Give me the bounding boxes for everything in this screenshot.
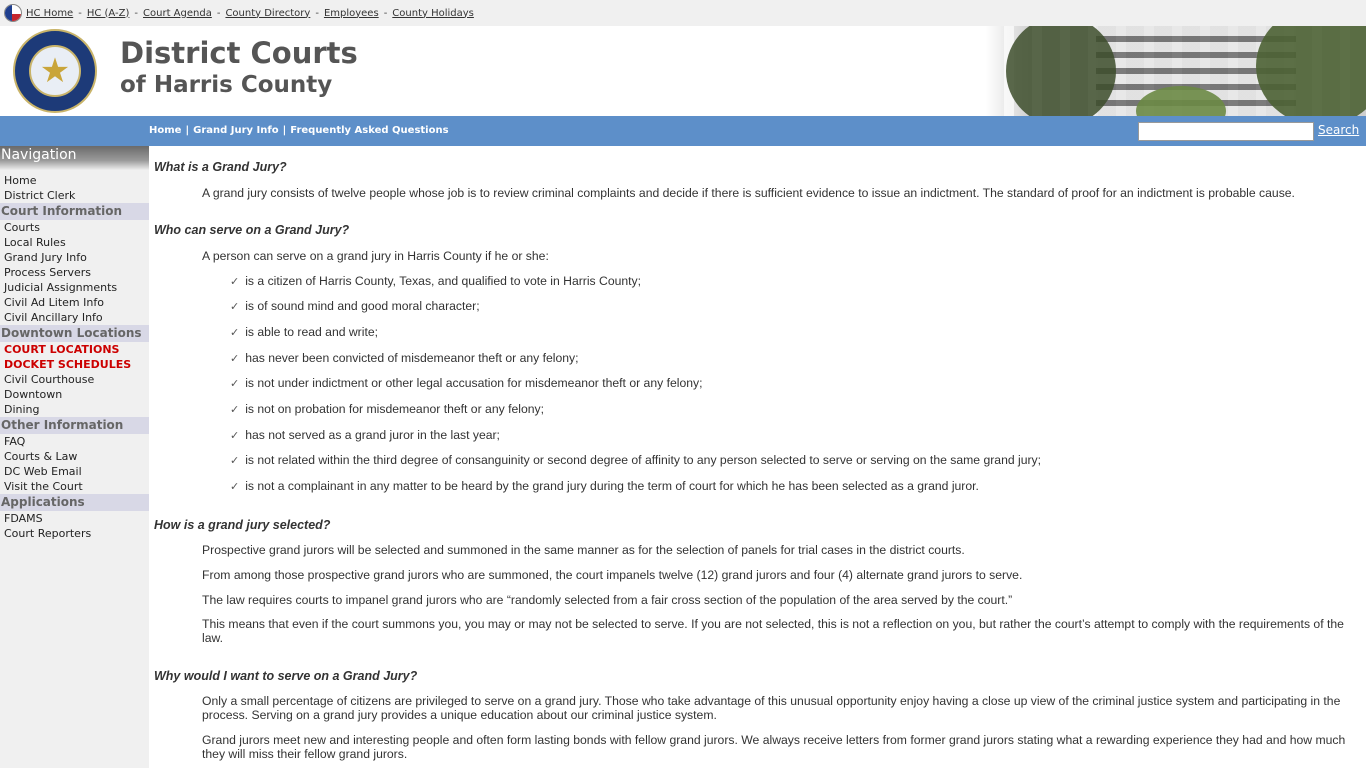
- util-link-hc-a-z[interactable]: HC (A-Z): [86, 7, 130, 19]
- checkmark-icon: ✓: [230, 378, 240, 390]
- checkmark-icon: ✓: [230, 455, 240, 467]
- list-item: ✓ is able to read and write;: [230, 325, 379, 339]
- star-icon: ★: [29, 45, 81, 97]
- site-title: District Courts: [120, 36, 358, 70]
- checkmark-icon: ✓: [230, 276, 240, 288]
- heading-how-selected: How is a grand jury selected?: [154, 518, 331, 532]
- checkmark-icon: ✓: [230, 327, 240, 339]
- list-item: ✓ is not under indictment or other legal accusation for misdemeanor theft or any felony;: [230, 376, 703, 390]
- sidebar-item-visit-the-court[interactable]: Visit the Court: [4, 480, 83, 493]
- answer-how-selected-1: Prospective grand jurors will be selected and summoned in the same manner as for the selection of panels for trial cases in the district courts.: [202, 543, 965, 557]
- list-item: ✓ is not related within the third degree of consanguinity or second degree of affinity to any person selected to serve or serving on the same grand jury;: [230, 453, 1042, 467]
- list-item: ✓ is a citizen of Harris County, Texas, and qualified to vote in Harris County;: [230, 274, 642, 288]
- sidebar-item-court-reporters[interactable]: Court Reporters: [4, 527, 92, 540]
- sidebar-item-courts-law[interactable]: Courts & Law: [4, 450, 78, 463]
- answer-what-is-grand-jury: A grand jury consists of twelve people whose job is to review criminal complaints and decide if there is sufficient evidence to issue an indictment. The standard of proof for an indictment is probable cause.: [202, 186, 1295, 200]
- sidebar-item-dining[interactable]: Dining: [4, 403, 40, 416]
- heading-why-serve: Why would I want to serve on a Grand Jury?: [154, 669, 418, 683]
- sidebar-item-court-locations[interactable]: COURT LOCATIONS: [4, 343, 120, 356]
- list-item: ✓ is of sound mind and good moral character;: [230, 299, 480, 313]
- util-link-county-directory[interactable]: County Directory: [225, 7, 311, 19]
- search-input[interactable]: [1138, 122, 1314, 141]
- sidebar-item-home[interactable]: Home: [4, 174, 37, 187]
- sidebar-section-other-information: Other Information: [0, 417, 149, 434]
- utility-bar: HC Home - HC (A-Z) - Court Agenda - County Directory - Employees - County Holidays: [0, 0, 1366, 26]
- sidebar-section-applications: Applications: [0, 494, 149, 511]
- site-header: [0, 26, 1366, 116]
- sidebar-item-docket-schedules[interactable]: DOCKET SCHEDULES: [4, 358, 132, 371]
- list-item: ✓ is not a complainant in any matter to be heard by the grand jury during the term of court for which he has been selected as a grand juror.: [230, 479, 979, 493]
- sidebar-section-downtown-locations: Downtown Locations: [0, 325, 149, 342]
- util-link-hc-home[interactable]: HC Home: [26, 7, 74, 19]
- heading-what-is-grand-jury: What is a Grand Jury?: [154, 160, 287, 174]
- checkmark-icon: ✓: [230, 353, 240, 365]
- heading-who-can-serve: Who can serve on a Grand Jury?: [154, 223, 350, 237]
- checkmark-icon: ✓: [230, 404, 240, 416]
- sidebar-item-fdams[interactable]: FDAMS: [4, 512, 43, 525]
- util-link-employees[interactable]: Employees: [323, 7, 379, 19]
- sidebar-item-faq[interactable]: FAQ: [4, 435, 26, 448]
- list-item: ✓ has never been convicted of misdemeanor theft or any felony;: [230, 351, 579, 365]
- sidebar-heading: Navigation: [0, 146, 149, 170]
- answer-who-can-serve: A person can serve on a grand jury in Harris County if he or she:: [202, 249, 549, 263]
- breadcrumb: Home | Grand Jury Info | Frequently Asked Questions: [149, 125, 449, 136]
- sidebar-item-civil-ancillary-info[interactable]: Civil Ancillary Info: [4, 311, 103, 324]
- sidebar-item-dc-web-email[interactable]: DC Web Email: [4, 465, 82, 478]
- checkmark-icon: ✓: [230, 301, 240, 313]
- util-link-county-holidays[interactable]: County Holidays: [392, 7, 474, 19]
- answer-how-selected-2: From among those prospective grand jurors who are summoned, the court impanels twelve (12) grand jurors and four (4) alternate grand jurors to serve.: [202, 568, 1023, 582]
- topnav-faq[interactable]: Frequently Asked Questions: [290, 125, 449, 136]
- court-seal-logo[interactable]: [13, 29, 97, 113]
- answer-how-selected-3: The law requires courts to impanel grand jurors who are “randomly selected from a fair cross section of the population of the area served by the court.”: [202, 593, 1013, 607]
- courthouse-photo: [986, 26, 1366, 116]
- main-area: [0, 146, 1366, 768]
- sidebar-item-civil-courthouse[interactable]: Civil Courthouse: [4, 373, 95, 386]
- sidebar-item-judicial-assignments[interactable]: Judicial Assignments: [4, 281, 118, 294]
- list-item: ✓ is not on probation for misdemeanor theft or any felony;: [230, 402, 544, 416]
- answer-how-selected-4: This means that even if the court summons you, you may or may not be selected to serve. If you are not selected, this is not a reflection on you, but rather the court’s attempt to comply with the requirements of the law.: [202, 617, 1344, 645]
- site-subtitle: of Harris County: [120, 72, 333, 98]
- sidebar-section-court-information: Court Information: [0, 203, 149, 220]
- sidebar: [0, 146, 149, 768]
- sidebar-item-grand-jury-info[interactable]: Grand Jury Info: [4, 251, 87, 264]
- answer-why-serve-2: Grand jurors meet new and interesting people and often form lasting bonds with fellow grand jurors. We always receive letters from former grand jurors stating what a rewarding experience they had and how much they will miss their fellow grand jurors.: [202, 733, 1346, 761]
- sidebar-item-local-rules[interactable]: Local Rules: [4, 236, 66, 249]
- checkmark-icon: ✓: [230, 481, 240, 493]
- sidebar-item-downtown[interactable]: Downtown: [4, 388, 63, 401]
- topnav-home[interactable]: Home: [149, 125, 182, 136]
- sidebar-item-district-clerk[interactable]: District Clerk: [4, 189, 76, 202]
- answer-why-serve-1: Only a small percentage of citizens are privileged to serve on a grand jury. Those who take advantage of this unusual opportunity enjoy having a close up view of the criminal justice system and participating in the process. Serving on a grand jury provides a unique education about our criminal justice system.: [202, 694, 1341, 722]
- sidebar-item-process-servers[interactable]: Process Servers: [4, 266, 92, 279]
- sidebar-item-civil-ad-litem-info[interactable]: Civil Ad Litem Info: [4, 296, 104, 309]
- texas-flag-icon: [4, 4, 22, 22]
- sidebar-item-courts[interactable]: Courts: [4, 221, 40, 234]
- top-navigation-bar: [0, 116, 1366, 146]
- search-button[interactable]: Search: [1318, 123, 1360, 137]
- checkmark-icon: ✓: [230, 430, 240, 442]
- util-link-court-agenda[interactable]: Court Agenda: [143, 7, 212, 19]
- topnav-grand-jury-info[interactable]: Grand Jury Info: [193, 125, 279, 136]
- list-item: ✓ has not served as a grand juror in the last year;: [230, 428, 500, 442]
